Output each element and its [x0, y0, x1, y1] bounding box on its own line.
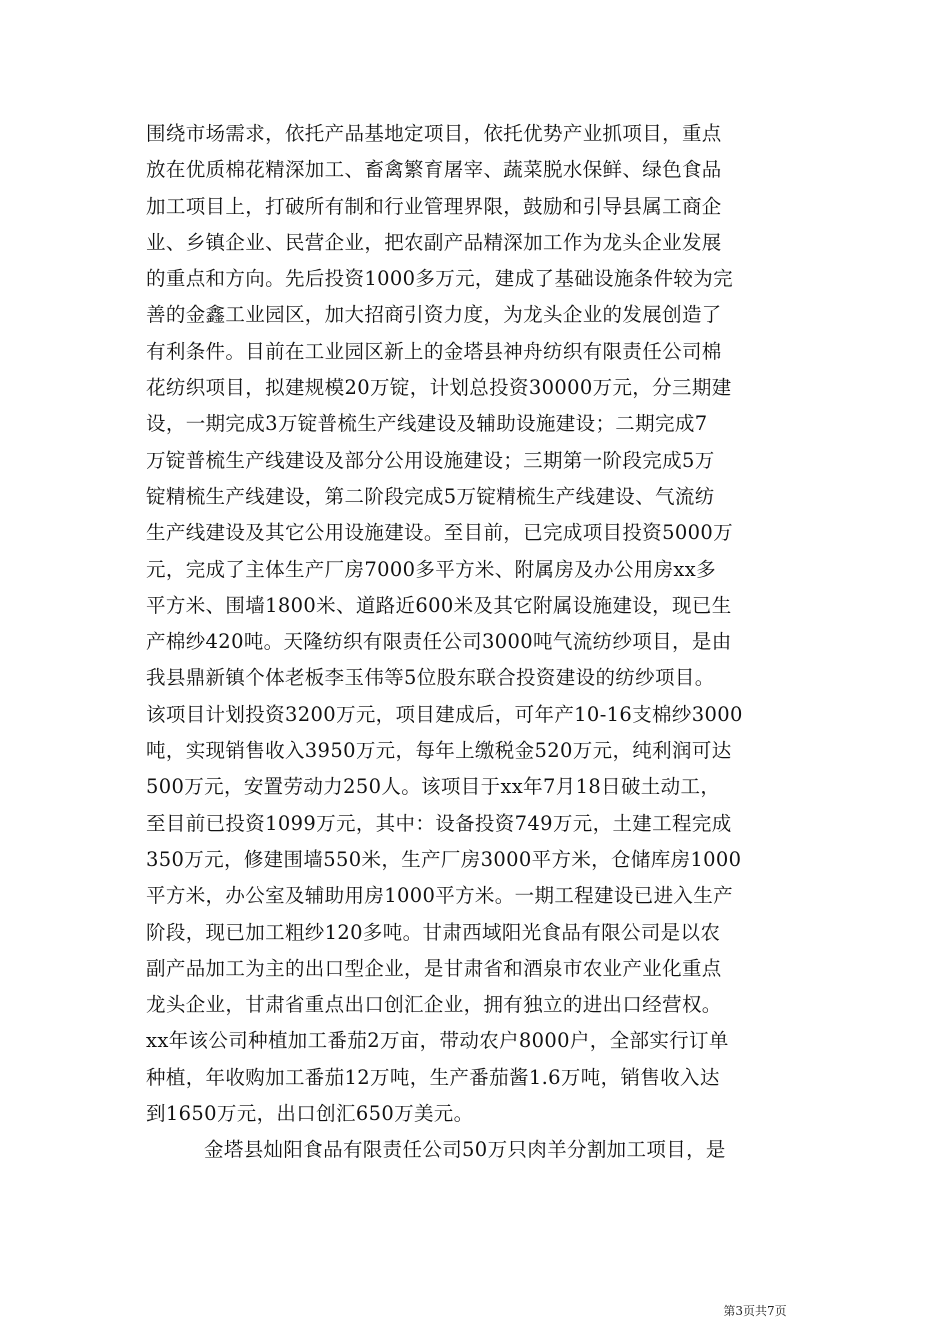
paragraph-start-line: 金塔县灿阳食品有限责任公司50万只肉羊分割加工项目，是 — [204, 1138, 726, 1162]
text-line: 万锭普梳生产线建设及部分公用设施建设；三期第一阶段完成5万 — [146, 448, 715, 472]
text-line: 善的金鑫工业园区，加大招商引资力度，为龙头企业的发展创造了 — [146, 303, 722, 327]
text-line: 该项目计划投资3200万元，项目建成后，可年产10-16支棉纱3000 — [146, 702, 743, 726]
text-line: 生产线建设及其它公用设施建设。至目前，已完成项目投资5000万 — [146, 521, 733, 545]
text-line: 放在优质棉花精深加工、畜禽繁育屠宰、蔬菜脱水保鲜、绿色食品 — [146, 158, 722, 182]
text-line: 围绕市场需求，依托产品基地定项目，依托优势产业抓项目，重点 — [146, 122, 722, 145]
text-line: 锭精梳生产线建设，第二阶段完成5万锭精梳生产线建设、气流纺 — [146, 484, 715, 508]
text-line: 业、乡镇企业、民营企业，把农副产品精深加工作为龙头企业发展 — [146, 230, 722, 254]
text-line: 阶段，现已加工粗纱120多吨。甘肃西域阳光食品有限公司是以农 — [146, 920, 721, 944]
text-line: xx年该公司种植加工番茄2万亩，带动农户8000户，全部实行订单 — [146, 1029, 729, 1053]
text-line: 平方米，办公室及辅助用房1000平方米。一期工程建设已进入生产 — [146, 884, 733, 908]
text-line: 我县鼎新镇个体老板李玉伟等5位股东联合投资建设的纺纱项目。 — [146, 666, 715, 690]
text-line: 350万元，修建围墙550米，生产厂房3000平方米，仓储库房1000 — [146, 847, 742, 871]
text-line: 有利条件。目前在工业园区新上的金塔县神舟纺织有限责任公司棉 — [146, 339, 722, 363]
body-text — [146, 116, 806, 1169]
text-line: 的重点和方向。先后投资1000多万元，建成了基础设施条件较为完 — [146, 267, 733, 291]
text-line: 副产品加工为主的出口型企业，是甘肃省和酒泉市农业产业化重点 — [146, 956, 722, 980]
text-line: 花纺织项目，拟建规模20万锭，计划总投资30000万元，分三期建 — [146, 376, 732, 400]
text-line: 加工项目上，打破所有制和行业管理界限，鼓励和引导县属工商企 — [146, 194, 722, 218]
text-line: 吨，实现销售收入3950万元，每年上缴税金520万元，纯利润可达 — [146, 739, 732, 763]
text-line: 设，一期完成3万锭普梳生产线建设及辅助设施建设；二期完成7 — [146, 412, 708, 436]
page-footer — [0, 1303, 950, 1319]
text-line: 500万元，安置劳动力250人。该项目于xx年7月18日破土动工， — [146, 775, 721, 799]
text-line: 元，完成了主体生产厂房7000多平方米、附属房及办公用房xx多 — [146, 557, 716, 581]
text-line: 平方米、围墙1800米、道路近600米及其它附属设施建设，现已生 — [146, 593, 732, 617]
text-line: 到1650万元，出口创汇650万美元。 — [146, 1102, 474, 1126]
text-line: 龙头企业，甘肃省重点出口创汇企业，拥有独立的进出口经营权。 — [146, 993, 722, 1017]
text-line: 至目前已投资1099万元，其中：设备投资749万元，土建工程完成 — [146, 811, 732, 835]
text-line: 产棉纱420吨。天隆纺织有限责任公司3000吨气流纺纱项目，是由 — [146, 630, 732, 654]
page-number: 第3页共7页 — [723, 1304, 787, 1318]
text-line: 种植，年收购加工番茄12万吨，生产番茄酱1.6万吨，销售收入达 — [146, 1065, 720, 1089]
